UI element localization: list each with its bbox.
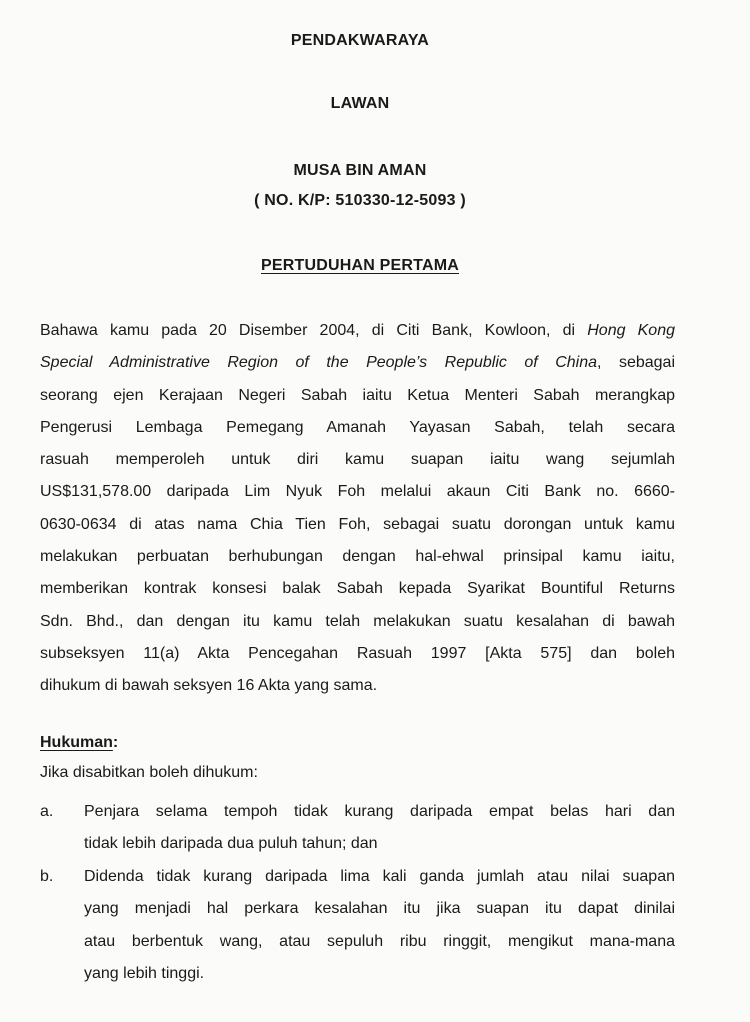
charge-line-text: 0630-0634 di atas nama Chia Tien Foh, sebagai suatu dorongan untuk kamu bbox=[40, 515, 675, 533]
charge-line-text: melakukan perbuatan berhubungan dengan hal-ehwal prinsipal kamu iaitu, bbox=[40, 548, 675, 566]
penalty-item-line: yang menjadi hal perkara kesalahan itu jika suapan itu dapat dinilai bbox=[84, 900, 675, 918]
charge-line bbox=[40, 476, 675, 508]
charge-line-text: Sdn. Bhd., dan dengan itu kamu telah melakukan suatu kesalahan di bawah bbox=[40, 612, 675, 630]
charge-line bbox=[40, 380, 675, 412]
charge-line-text: , sebagai bbox=[597, 354, 676, 372]
charge-line bbox=[40, 444, 675, 476]
penalty-item-marker: a. bbox=[40, 803, 54, 820]
charge-paragraph bbox=[40, 315, 675, 703]
charge-line bbox=[40, 347, 675, 379]
charge-line bbox=[40, 541, 675, 573]
penalty-item-line: Didenda tidak kurang daripada lima kali ganda jumlah atau nilai suapan bbox=[84, 868, 675, 885]
penalty-item-body bbox=[84, 796, 675, 861]
penalty-item-line: atau berbentuk wang, atau sepuluh ribu ringgit, mengikut mana-mana bbox=[84, 932, 675, 950]
charge-line-text: Pengerusi Lembaga Pemegang Amanah Yayasan Sabah, telah secara bbox=[40, 418, 675, 436]
charge-line bbox=[40, 670, 675, 702]
charge-line-italic-text: Hong Kong bbox=[587, 322, 676, 339]
prosecutor-heading: PENDAKWARAYA bbox=[290, 32, 430, 49]
charge-line bbox=[40, 412, 675, 444]
penalty-heading-text: Hukuman bbox=[40, 734, 113, 751]
charge-title: PERTUDUHAN PERTAMA bbox=[261, 257, 459, 274]
penalty-heading-colon: : bbox=[112, 734, 119, 751]
charge-line-text: dihukum di bawah seksyen 16 Akta yang sama. bbox=[40, 677, 378, 695]
charge-line bbox=[40, 315, 675, 347]
charge-line-text: Bahawa kamu pada 20 Disember 2004, di Citi Bank, Kowloon, di bbox=[40, 322, 588, 339]
penalty-heading bbox=[40, 734, 118, 752]
charge-line-text: rasuah memperoleh untuk diri kamu suapan iaitu wang sejumlah bbox=[40, 451, 675, 469]
penalty-item-line: tidak lebih daripada dua puluh tahun; dan bbox=[84, 835, 378, 853]
charge-line bbox=[40, 638, 675, 670]
penalty-item-line: Penjara selama tempoh tidak kurang daripada empat belas hari dan bbox=[84, 803, 675, 820]
accused-ic-number: ( NO. K/P: 510330-12-5093 ) bbox=[254, 192, 466, 209]
charge-line-italic-text: Special Administrative Region of the People’s Republic of China bbox=[40, 354, 598, 372]
penalty-item-body bbox=[84, 861, 675, 990]
penalty-intro: Jika disabitkan boleh dihukum: bbox=[40, 764, 258, 781]
charge-line bbox=[40, 606, 675, 638]
charge-line-text: seorang ejen Kerajaan Negeri Sabah iaitu Ketua Menteri Sabah merangkap bbox=[40, 386, 675, 404]
accused-name: MUSA BIN AMAN bbox=[293, 162, 427, 179]
penalty-item-marker: b. bbox=[40, 868, 54, 885]
charge-line bbox=[40, 509, 675, 541]
charge-line-text: memberikan kontrak konsesi balak Sabah kepada Syarikat Bountiful Returns bbox=[40, 580, 675, 598]
charge-line-text: subseksyen 11(a) Akta Pencegahan Rasuah 1997 [Akta 575] dan boleh bbox=[40, 644, 675, 662]
versus-heading: LAWAN bbox=[330, 95, 390, 112]
charge-line bbox=[40, 573, 675, 605]
penalty-item-line: yang lebih tinggi. bbox=[84, 964, 205, 982]
charge-line-text: US$131,578.00 daripada Lim Nyuk Foh melalui akaun Citi Bank no. 6660- bbox=[40, 483, 675, 501]
